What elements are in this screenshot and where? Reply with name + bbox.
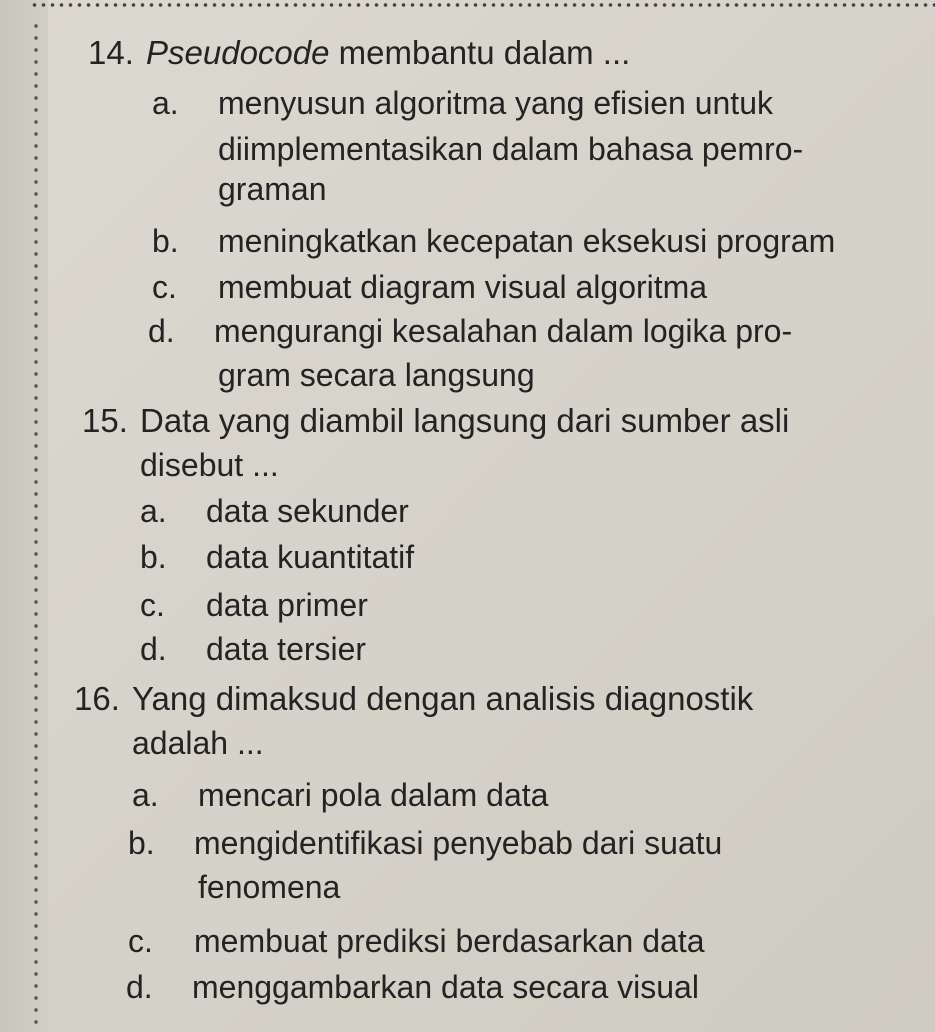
- option-text-continuation: fenomena: [198, 869, 341, 905]
- option-letter: c.: [128, 923, 153, 959]
- option-letter: c.: [152, 269, 177, 305]
- question-16-option-d[interactable]: [126, 964, 699, 1010]
- binding-dots: [32, 20, 40, 1032]
- question-14-option-c[interactable]: [152, 264, 707, 310]
- option-text: data tersier: [206, 631, 367, 667]
- option-text-continuation: graman: [218, 171, 327, 207]
- option-letter: d.: [148, 313, 175, 349]
- question-16-stem: [74, 676, 753, 722]
- option-text: data kuantitatif: [206, 539, 415, 575]
- option-text: menyusun algoritma yang efisien untuk: [218, 85, 773, 121]
- binding-edge: [0, 0, 48, 1032]
- option-text: membuat diagram visual algoritma: [218, 269, 708, 305]
- option-text-continuation: diimplementasikan dalam bahasa pemro-: [218, 131, 804, 167]
- question-stem-text: Data yang diambil langsung dari sumber asli: [140, 402, 790, 439]
- option-letter: b.: [128, 825, 155, 861]
- option-text: menggambarkan data secara visual: [192, 969, 699, 1005]
- question-15-option-d[interactable]: [140, 626, 366, 672]
- option-letter: b.: [140, 539, 167, 575]
- question-16-option-c[interactable]: [128, 918, 705, 964]
- question-stem-text: membantu dalam ...: [329, 34, 631, 71]
- question-14-option-b[interactable]: [152, 218, 835, 264]
- question-stem-continuation: disebut ...: [140, 447, 279, 483]
- question-15-option-b[interactable]: [140, 534, 414, 580]
- top-dotted-border: [30, 0, 935, 10]
- option-letter: a.: [132, 777, 159, 813]
- question-14-option-a[interactable]: [152, 80, 773, 126]
- question-number: 15.: [82, 402, 128, 439]
- option-text-continuation: gram secara langsung: [218, 357, 535, 393]
- question-15-stem: [82, 398, 789, 444]
- option-text: data sekunder: [206, 493, 409, 529]
- question-14-stem: [88, 30, 630, 76]
- question-15-option-c[interactable]: [140, 582, 368, 628]
- option-letter: a.: [140, 493, 167, 529]
- option-text: mencari pola dalam data: [198, 777, 549, 813]
- question-number: 14.: [88, 34, 134, 71]
- option-letter: c.: [140, 587, 165, 623]
- question-16-option-b[interactable]: [128, 820, 722, 866]
- option-text: data primer: [206, 587, 368, 623]
- option-text: membuat prediksi berdasarkan data: [194, 923, 705, 959]
- question-15-option-a[interactable]: [140, 488, 409, 534]
- question-stem-continuation: adalah ...: [132, 725, 264, 761]
- option-text: mengurangi kesalahan dalam logika pro-: [214, 313, 793, 349]
- question-stem-italic: Pseudocode: [146, 34, 330, 71]
- question-stem-text: Yang dimaksud dengan analisis diagnostik: [132, 680, 754, 717]
- question-number: 16.: [74, 680, 120, 717]
- option-letter: b.: [152, 223, 179, 259]
- option-letter: d.: [140, 631, 167, 667]
- option-text: meningkatkan kecepatan eksekusi program: [218, 223, 836, 259]
- option-letter: d.: [126, 969, 153, 1005]
- option-text: mengidentifikasi penyebab dari suatu: [194, 825, 723, 861]
- option-letter: a.: [152, 85, 179, 121]
- question-16-option-a[interactable]: [132, 772, 548, 818]
- question-14-option-d[interactable]: [148, 308, 792, 354]
